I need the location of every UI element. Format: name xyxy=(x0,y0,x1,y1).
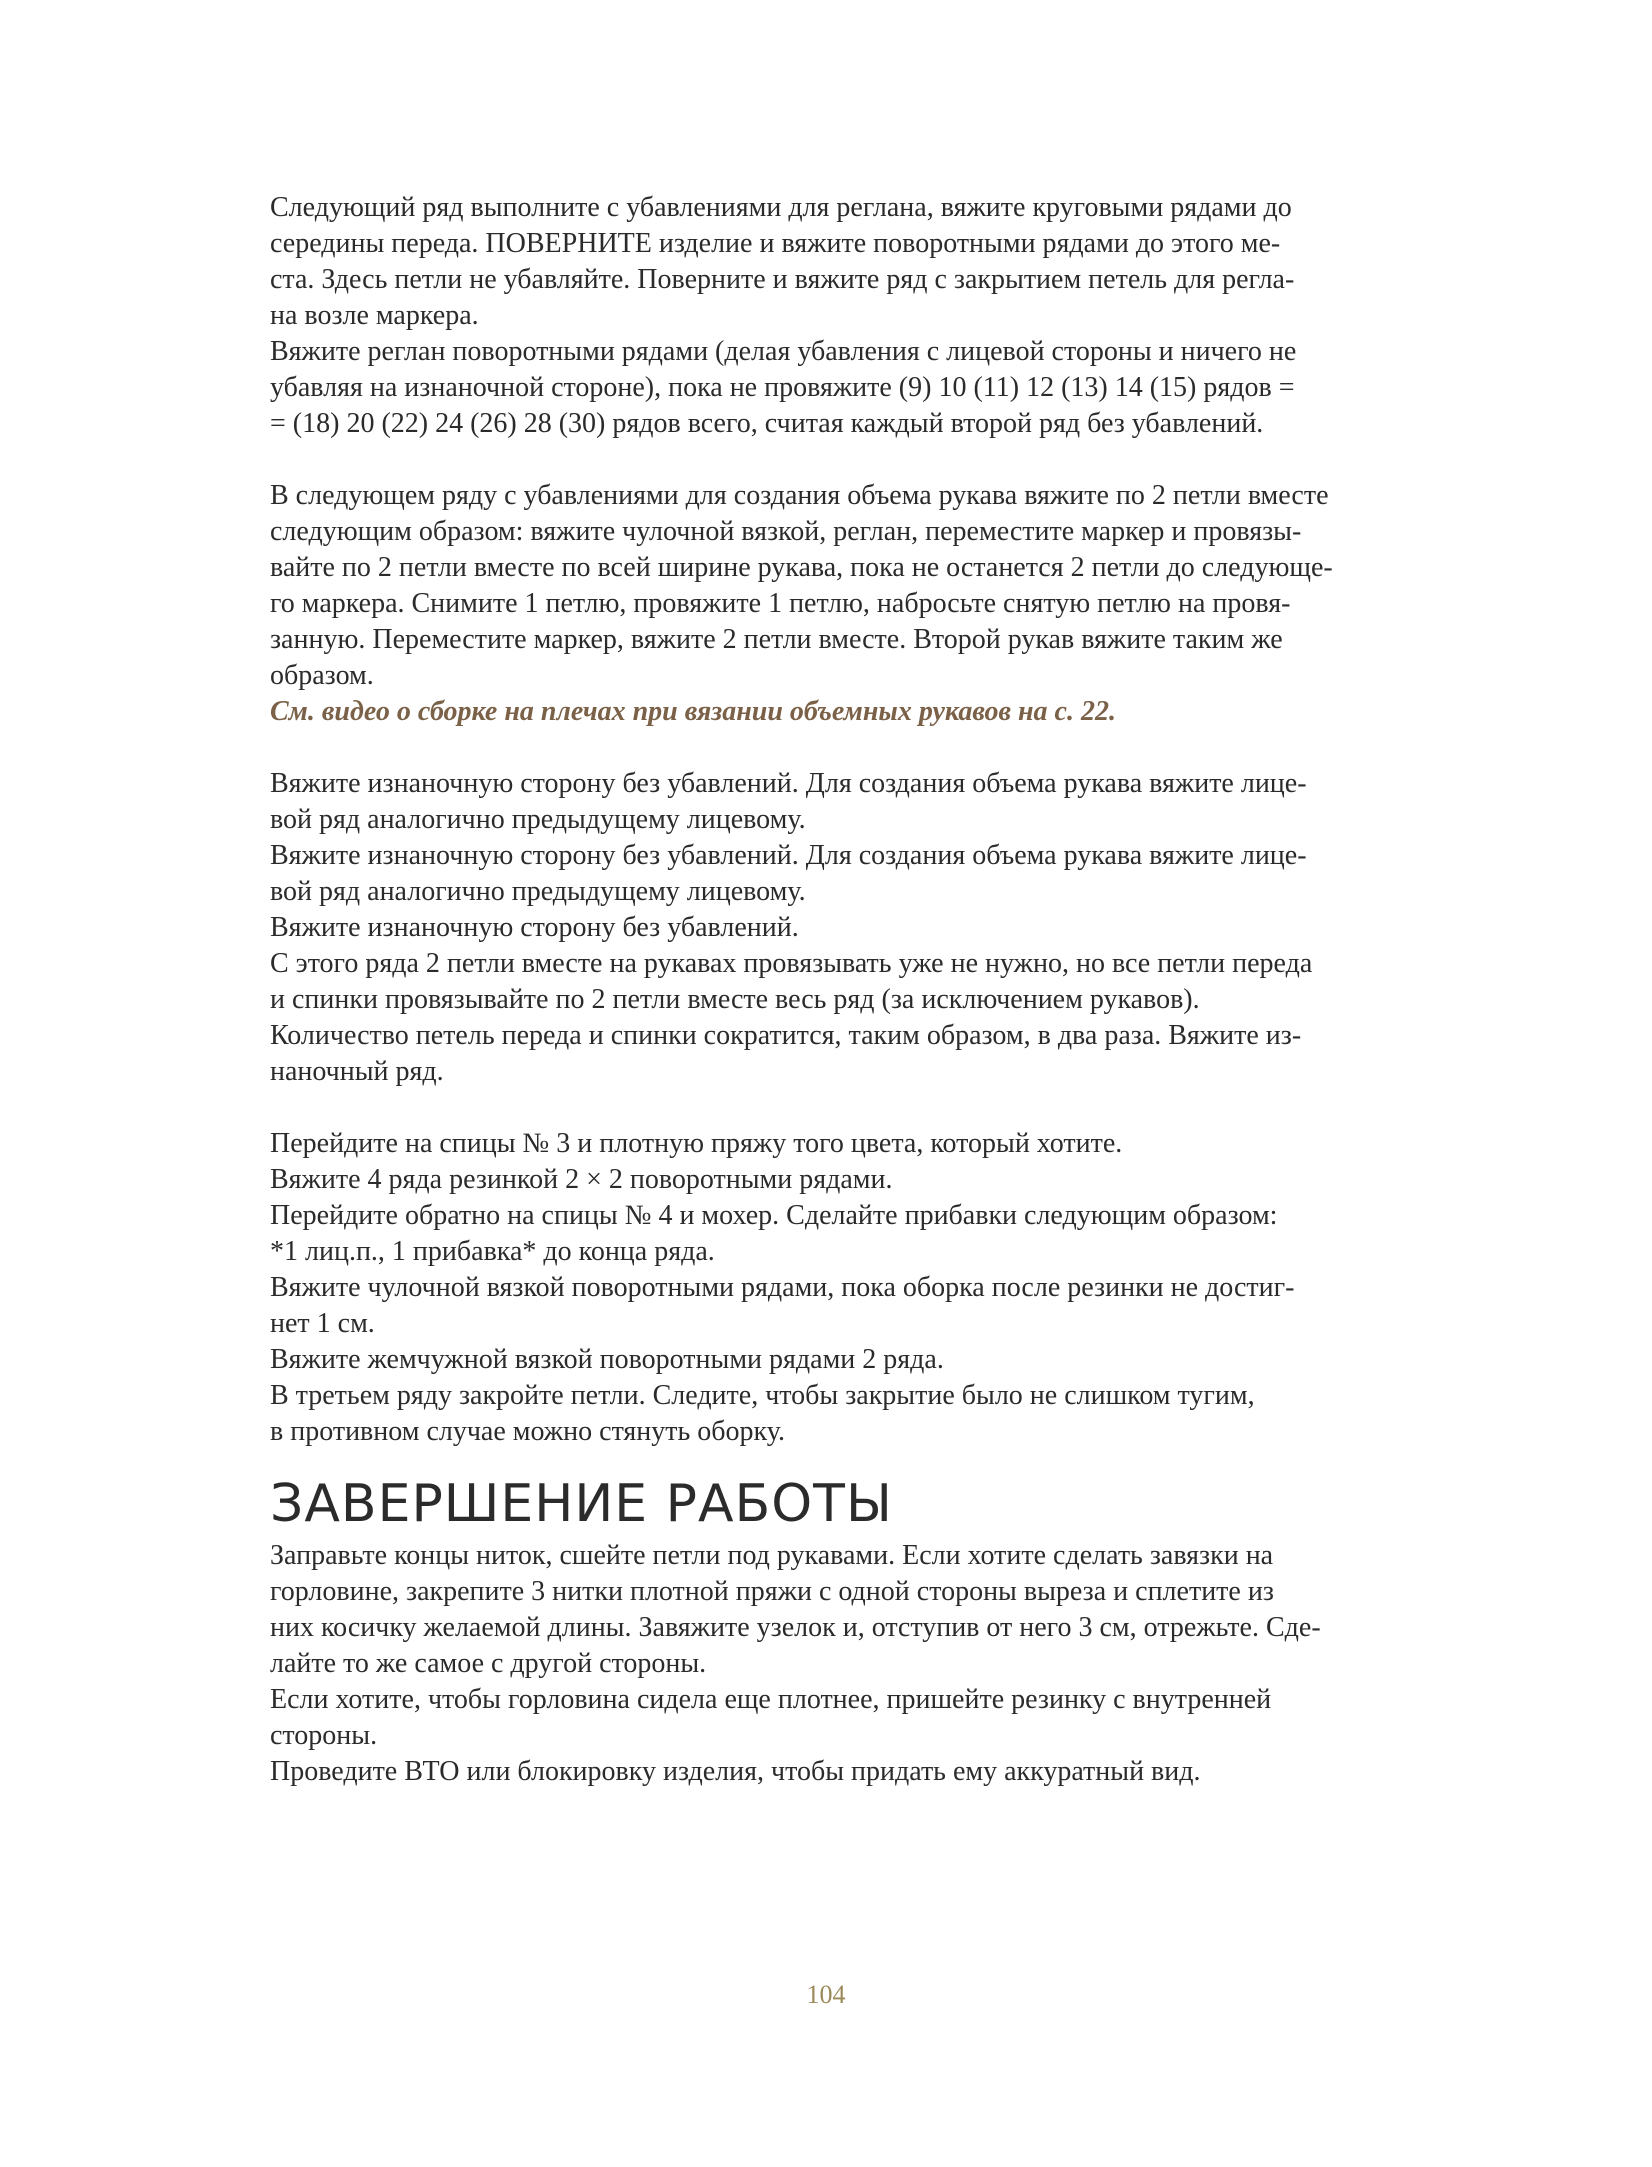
text-line: Заправьте концы ниток, сшейте петли под рукавами. Если хотите сделать завязки на xyxy=(270,1540,1274,1571)
text-line: Проведите ВТО или блокировку изделия, чтобы придать ему аккуратный вид. xyxy=(270,1756,1201,1787)
page-number: 104 xyxy=(806,1980,846,2009)
paragraph-gap xyxy=(270,730,1455,766)
text-line: Следующий ряд выполните с убавлениями для реглана, вяжите круговыми рядами до xyxy=(270,192,1292,223)
text-line: ста. Здесь петли не убавляйте. Поверните и вяжите ряд с закрытием петель для регла- xyxy=(270,264,1295,295)
text-line: убавляя на изнаночной стороне), пока не провяжите (9) 10 (11) 12 (13) 14 (15) рядов = xyxy=(270,372,1295,403)
text-line: Перейдите на спицы № 3 и плотную пряжу того цвета, который хотите. xyxy=(270,1128,1123,1159)
text-line: наночный ряд. xyxy=(270,1056,444,1087)
video-reference-link[interactable]: См. видео о сборке на плечах при вязании объемных рукавов на с. 22. xyxy=(270,696,1116,727)
paragraph-ribbing-frill xyxy=(270,1126,1455,1450)
text-line: нет 1 см. xyxy=(270,1308,375,1339)
text-line: С этого ряда 2 петли вместе на рукавах провязывать уже не нужно, но все петли переда xyxy=(270,948,1313,979)
text-line: Вяжите жемчужной вязкой поворотными рядами 2 ряда. xyxy=(270,1344,944,1375)
text-line: и спинки провязывайте по 2 петли вместе весь ряд (за исключением рукавов). xyxy=(270,984,1200,1015)
text-line: в противном случае можно стянуть оборку. xyxy=(270,1416,785,1447)
text-line: стороны. xyxy=(270,1720,378,1751)
paragraph-gap xyxy=(270,442,1455,478)
text-line: вой ряд аналогично предыдущему лицевому. xyxy=(270,804,806,835)
text-line: горловине, закрепите 3 нитки плотной пряжи с одной стороны выреза и сплетите из xyxy=(270,1576,1274,1607)
text-line: Вяжите изнаночную сторону без убавлений. xyxy=(270,912,799,943)
text-line: вайте по 2 петли вместе по всей ширине рукава, пока не останется 2 петли до следующе- xyxy=(270,552,1333,583)
paragraph-sleeve-volume xyxy=(270,478,1455,730)
text-line: Если хотите, чтобы горловина сидела еще плотнее, пришейте резинку с внутренней xyxy=(270,1684,1272,1715)
text-line: Перейдите обратно на спицы № 4 и мохер. Сделайте прибавки следующим образом: xyxy=(270,1200,1278,1231)
text-line: занную. Переместите маркер, вяжите 2 петли вместе. Второй рукав вяжите таким же xyxy=(270,624,1283,655)
text-line: Вяжите чулочной вязкой поворотными рядами, пока оборка после резинки не достиг- xyxy=(270,1272,1295,1303)
text-line: на возле маркера. xyxy=(270,300,479,331)
text-line: В следующем ряду с убавлениями для создания объема рукава вяжите по 2 петли вместе xyxy=(270,480,1329,511)
text-line: Вяжите реглан поворотными рядами (делая убавления с лицевой стороны и ничего не xyxy=(270,336,1297,367)
text-line: Количество петель переда и спинки сократится, таким образом, в два раза. Вяжите из- xyxy=(270,1020,1302,1051)
text-line: Вяжите изнаночную сторону без убавлений. Для создания объема рукава вяжите лице- xyxy=(270,768,1307,799)
text-line: образом. xyxy=(270,660,374,691)
paragraph-raglan xyxy=(270,190,1455,442)
paragraph-gap xyxy=(270,1090,1455,1126)
text-line: вой ряд аналогично предыдущему лицевому. xyxy=(270,876,806,907)
section-heading: ЗАВЕРШЕНИЕ РАБОТЫ xyxy=(270,1474,893,1534)
paragraph-finishing xyxy=(270,1538,1455,1790)
text-line: середины переда. ПОВЕРНИТЕ изделие и вяжите поворотными рядами до этого ме- xyxy=(270,228,1281,259)
text-line: = (18) 20 (22) 24 (26) 28 (30) рядов всего, считая каждый второй ряд без убавлений. xyxy=(270,408,1264,439)
text-line: следующим образом: вяжите чулочной вязкой, реглан, переместите маркер и провязы- xyxy=(270,516,1302,547)
paragraph-wrong-side xyxy=(270,766,1455,1090)
text-line: Вяжите изнаночную сторону без убавлений. Для создания объема рукава вяжите лице- xyxy=(270,840,1307,871)
text-line: В третьем ряду закройте петли. Следите, чтобы закрытие было не слишком тугим, xyxy=(270,1380,1255,1411)
text-line: лайте то же самое с другой стороны. xyxy=(270,1648,707,1679)
text-line: *1 лиц.п., 1 прибавка* до конца ряда. xyxy=(270,1236,715,1267)
text-line: них косичку желаемой длины. Завяжите узелок и, отступив от него 3 см, отрежьте. Сде- xyxy=(270,1612,1321,1643)
page-content xyxy=(270,190,1455,1790)
text-line: Вяжите 4 ряда резинкой 2 × 2 поворотными рядами. xyxy=(270,1164,893,1195)
text-line: го маркера. Снимите 1 петлю, провяжите 1 петлю, набросьте снятую петлю на провя- xyxy=(270,588,1291,619)
